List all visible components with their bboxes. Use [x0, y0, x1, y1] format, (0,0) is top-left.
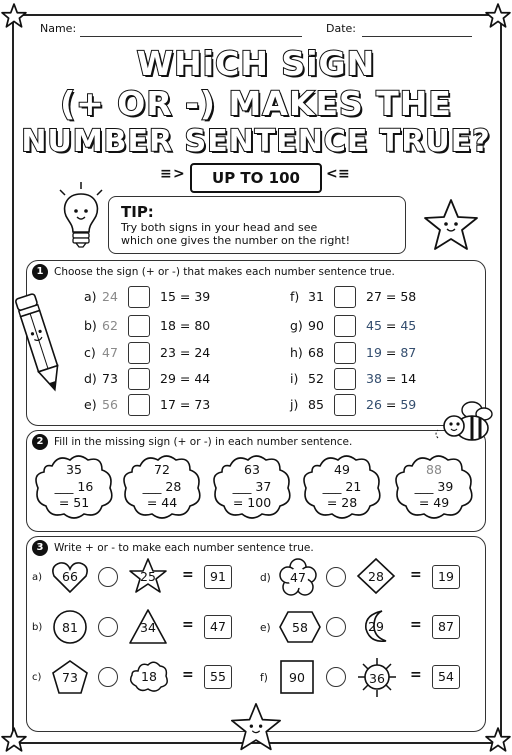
second-number: 36 — [369, 670, 385, 686]
sign-answer-box[interactable] — [334, 286, 356, 308]
number-sentence-row — [84, 393, 264, 417]
corner-star-icon — [485, 3, 511, 29]
result-box: 55 — [204, 665, 232, 689]
number-sentence-row — [84, 314, 264, 338]
tip-text-line-2: which one gives the number on the right! — [121, 234, 351, 247]
second-number: 26 — [366, 397, 382, 412]
sign-answer-box[interactable] — [334, 394, 356, 416]
sign-answer-circle[interactable] — [98, 567, 118, 587]
number-sentence-row — [290, 285, 470, 309]
equals-sign: = — [175, 345, 195, 360]
cloud-missing-sign-line[interactable]: ___ 16 — [54, 479, 94, 494]
second-number: 18 — [141, 668, 157, 684]
sign-answer-circle[interactable] — [98, 617, 118, 637]
item-label: b) — [84, 318, 97, 333]
second-number: 25 — [140, 568, 156, 584]
result-box: 19 — [432, 565, 460, 589]
number-sentence-rest — [160, 285, 210, 309]
sign-answer-box[interactable] — [128, 286, 150, 308]
tip-text-line-1: Try both signs in your head and see — [121, 221, 318, 234]
result-number: 73 — [194, 397, 211, 412]
cloud-result: = 44 — [146, 495, 178, 510]
equals-sign: = — [175, 397, 195, 412]
number-sentence-rest — [366, 314, 416, 338]
cloud-shape — [128, 657, 170, 695]
item-label: h) — [290, 345, 303, 360]
date-line[interactable] — [362, 36, 472, 37]
section-1-number: 1 — [32, 264, 48, 280]
equals-sign: = — [381, 371, 401, 386]
equals-sign: = — [381, 318, 401, 333]
second-number: 29 — [160, 371, 176, 386]
first-number: 52 — [308, 371, 324, 386]
section-2-instruction: Fill in the missing sign (+ or -) in each number sentence. — [54, 436, 353, 448]
pencil-mascot-icon — [12, 288, 68, 400]
first-number: 73 — [102, 371, 118, 386]
number-sentence-rest — [366, 341, 416, 365]
number-sentence-row — [290, 341, 470, 365]
number-sentence-rest — [366, 285, 416, 309]
cloud-card — [392, 452, 476, 520]
first-number: 90 — [308, 318, 324, 333]
moon-shape — [356, 607, 396, 645]
sign-answer-box[interactable] — [334, 315, 356, 337]
result-number: 14 — [400, 371, 417, 386]
cloud-missing-sign-line[interactable]: ___ 37 — [232, 479, 272, 494]
title-line-3: NUMBER SENTENCE TRUE? — [21, 124, 491, 159]
title-line-2: (+ OR -) MAKES THE — [60, 84, 452, 123]
circle-shape — [50, 608, 90, 646]
pentagon-shape — [50, 658, 90, 696]
bee-mascot-icon — [432, 398, 496, 446]
second-number: 28 — [368, 568, 384, 584]
cloud-card — [210, 452, 294, 520]
equals-sign: = — [182, 567, 194, 583]
sign-answer-box[interactable] — [128, 394, 150, 416]
first-number: 62 — [102, 318, 118, 333]
result-box: 47 — [204, 615, 232, 639]
cloud-top-number: 49 — [334, 462, 350, 477]
first-number: 81 — [62, 619, 78, 635]
item-label: g) — [290, 318, 303, 333]
second-number: 45 — [366, 318, 382, 333]
triangle-shape — [128, 607, 168, 647]
item-label: e) — [260, 622, 271, 634]
right-deco-lines: ≡ — [338, 166, 350, 182]
number-sentence-row — [290, 367, 470, 391]
result-number: 58 — [400, 289, 417, 304]
lightbulb-icon — [52, 180, 110, 252]
name-label: Name: — [40, 22, 77, 35]
number-sentence-row — [84, 367, 264, 391]
right-chevron-icon: < — [326, 166, 338, 182]
subtitle-badge: UP TO 100 — [190, 163, 322, 193]
equals-sign: = — [182, 617, 194, 633]
cloud-result: = 49 — [418, 495, 450, 510]
first-number: 85 — [308, 397, 324, 412]
equals-sign: = — [410, 667, 422, 683]
second-number: 18 — [160, 318, 176, 333]
cloud-top-number: 72 — [154, 462, 170, 477]
item-label: i) — [290, 371, 299, 386]
item-label: a) — [84, 289, 97, 304]
equals-sign: = — [381, 289, 401, 304]
cloud-result: = 51 — [58, 495, 90, 510]
item-label: d) — [84, 371, 97, 386]
equals-sign: = — [175, 289, 195, 304]
second-number: 17 — [160, 397, 176, 412]
sign-answer-circle[interactable] — [326, 617, 346, 637]
flower-shape — [278, 558, 318, 596]
number-sentence-rest — [160, 393, 210, 417]
title-line-1: WHiCH SiGN — [136, 44, 376, 83]
second-number: 34 — [140, 619, 156, 635]
cloud-result: = 28 — [326, 495, 358, 510]
item-label: j) — [290, 397, 299, 412]
sign-answer-circle[interactable] — [98, 667, 118, 687]
corner-star-icon — [1, 3, 27, 29]
number-sentence-rest — [366, 393, 416, 417]
first-number: 47 — [102, 345, 118, 360]
item-label: e) — [84, 397, 97, 412]
first-number: 31 — [308, 289, 324, 304]
cloud-card — [300, 452, 384, 520]
equals-sign: = — [410, 567, 422, 583]
cloud-card — [32, 452, 116, 520]
result-box: 91 — [204, 565, 232, 589]
cloud-top-number: 88 — [426, 462, 442, 477]
result-number: 39 — [194, 289, 211, 304]
sun-shape — [356, 657, 398, 699]
second-number: 15 — [160, 289, 176, 304]
equals-sign: = — [182, 667, 194, 683]
sign-answer-circle[interactable] — [326, 567, 346, 587]
star-mascot-icon — [422, 198, 480, 254]
name-line[interactable] — [80, 36, 302, 37]
section-3-instruction: Write + or - to make each number sentence true. — [54, 542, 314, 554]
left-deco-lines: ≡ — [160, 166, 172, 182]
number-sentence-row — [84, 285, 264, 309]
section-2-number: 2 — [32, 434, 48, 450]
item-label: c) — [32, 672, 42, 683]
cloud-missing-sign-line[interactable]: ___ 39 — [414, 479, 454, 494]
first-number: 68 — [308, 345, 324, 360]
hexagon-shape — [278, 608, 322, 646]
tip-text — [121, 221, 401, 247]
result-box: 54 — [432, 665, 460, 689]
first-number: 47 — [290, 569, 306, 585]
number-sentence-rest — [160, 314, 210, 338]
cloud-missing-sign-line[interactable]: ___ 21 — [322, 479, 362, 494]
first-number: 56 — [102, 397, 118, 412]
result-number: 87 — [400, 345, 417, 360]
bottom-star-mascot-icon — [228, 702, 284, 754]
corner-star-icon — [485, 727, 511, 753]
first-number: 24 — [102, 289, 118, 304]
equals-sign: = — [410, 617, 422, 633]
sign-answer-circle[interactable] — [326, 667, 346, 687]
heart-shape — [50, 558, 90, 594]
cloud-top-number: 63 — [244, 462, 260, 477]
item-label: c) — [84, 345, 96, 360]
sign-answer-box[interactable] — [128, 315, 150, 337]
sign-answer-box[interactable] — [334, 342, 356, 364]
second-number: 29 — [368, 618, 384, 634]
second-number: 23 — [160, 345, 176, 360]
item-label: f) — [290, 289, 300, 304]
tip-box — [108, 196, 406, 254]
equals-sign: = — [175, 318, 195, 333]
cloud-missing-sign-line[interactable]: ___ 28 — [142, 479, 182, 494]
result-number: 59 — [400, 397, 417, 412]
item-label: f) — [260, 672, 268, 684]
equals-sign: = — [175, 371, 195, 386]
first-number: 66 — [62, 568, 78, 584]
result-number: 24 — [194, 345, 211, 360]
first-number: 90 — [289, 669, 305, 685]
section-3-number: 3 — [32, 540, 48, 556]
star-shape — [128, 557, 168, 595]
result-number: 44 — [194, 371, 211, 386]
left-chevron-icon: > — [173, 166, 185, 182]
first-number: 58 — [292, 619, 308, 635]
number-sentence-rest — [366, 367, 416, 391]
square-shape — [278, 658, 316, 696]
number-sentence-rest — [160, 367, 210, 391]
date-label: Date: — [326, 22, 356, 35]
second-number: 19 — [366, 345, 382, 360]
item-label: d) — [260, 572, 271, 584]
result-box: 87 — [432, 615, 460, 639]
cloud-card — [120, 452, 204, 520]
second-number: 27 — [366, 289, 382, 304]
diamond-shape — [356, 557, 396, 595]
result-number: 45 — [400, 318, 417, 333]
result-number: 80 — [194, 318, 211, 333]
cloud-result: = 100 — [232, 495, 272, 510]
equals-sign: = — [381, 345, 401, 360]
section-1-instruction: Choose the sign (+ or -) that makes each number sentence true. — [54, 266, 395, 278]
equals-sign: = — [381, 397, 401, 412]
first-number: 73 — [62, 669, 78, 685]
second-number: 38 — [366, 371, 382, 386]
number-sentence-row — [84, 341, 264, 365]
corner-star-icon — [1, 727, 27, 753]
tip-heading: TIP: — [121, 203, 154, 221]
number-sentence-row — [290, 314, 470, 338]
item-label: a) — [32, 572, 43, 583]
item-label: b) — [32, 622, 43, 633]
number-sentence-rest — [160, 341, 210, 365]
sign-answer-box[interactable] — [334, 368, 356, 390]
sign-answer-box[interactable] — [128, 342, 150, 364]
cloud-top-number: 35 — [66, 462, 82, 477]
sign-answer-box[interactable] — [128, 368, 150, 390]
